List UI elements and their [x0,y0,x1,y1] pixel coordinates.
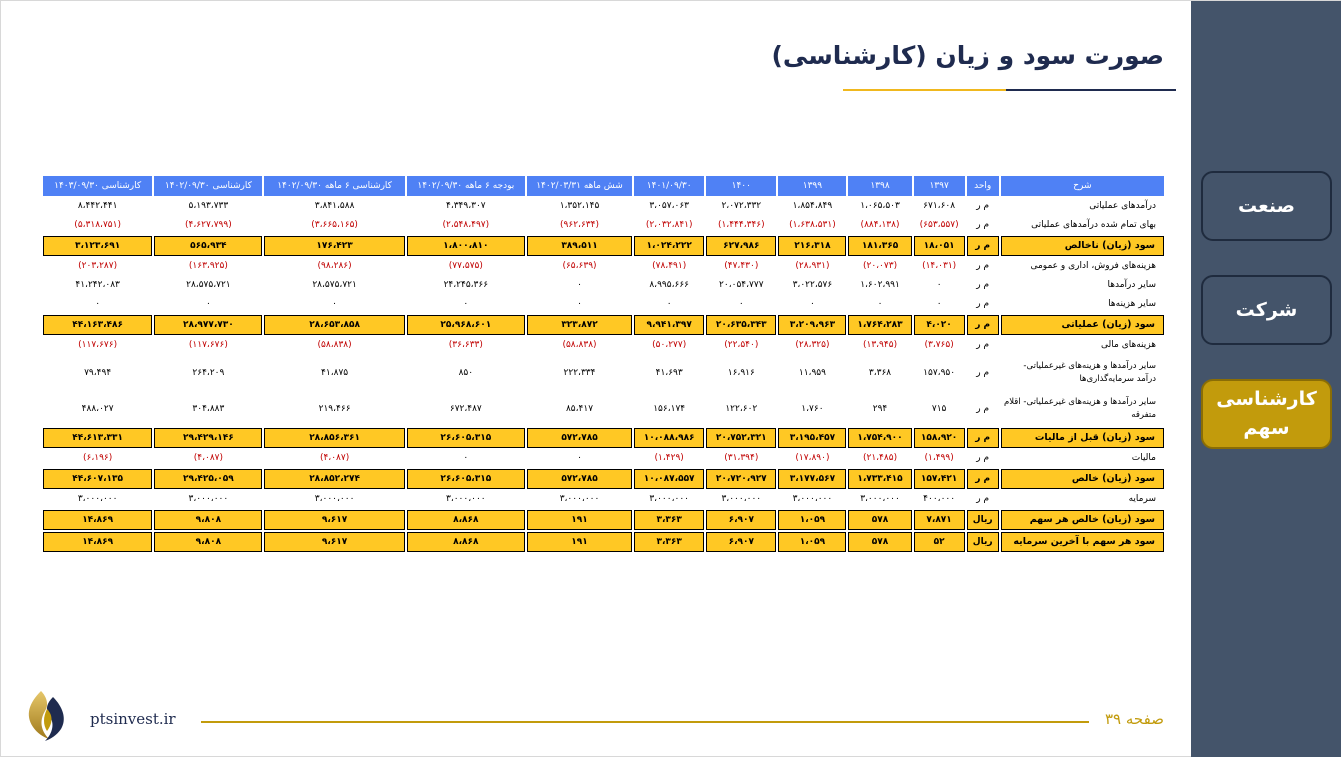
table-cell: ۷۱۵ [931,403,947,414]
col-header-six-month-1402-03-31: شش ماهه ۱۴۰۲/۰۳/۳۱ [527,176,632,196]
row-label: سود (زیان) قبل از مالیات [1001,428,1164,448]
col-header-1399: ۱۳۹۹ [778,176,846,196]
table-cell: (۹۸،۲۸۶) [317,261,352,271]
table-cell: ۳،۰۰۰،۰۰۰ [314,494,355,504]
table-cell: ۷۹،۴۹۴ [84,367,112,378]
row-unit: م ر [976,299,990,309]
table-cell: ۳۰۴،۸۸۳ [192,403,225,414]
table-row [43,236,1164,256]
table-cell: ۷،۸۷۱ [914,510,965,530]
table-cell: ۴۰۰،۰۰۰ [923,494,956,504]
row-label: سود (زیان) ناخالص [1001,236,1164,256]
table-cell: (۵۸،۸۳۸) [317,340,352,350]
table-cell: ۹،۸۰۸ [154,532,262,552]
table-cell: (۵۸،۸۳۸) [562,340,597,350]
table-cell: ۱،۷۶۴،۲۸۳ [848,315,911,335]
table-cell: ۰ [463,453,469,463]
table-cell: ۳۸۹،۵۱۱ [527,236,632,256]
table-cell: ۰ [332,299,338,309]
table-cell: ۲۲۲،۳۳۴ [563,367,596,378]
table-cell: ۲۵،۹۶۸،۶۰۱ [407,315,525,335]
table-cell: ۱۵۸،۹۲۰ [914,428,965,448]
table-cell: ۴۸۸،۰۲۷ [81,403,114,414]
table-cell: ۲۸،۵۷۵،۷۲۱ [312,280,357,290]
row-unit: م ر [976,453,990,463]
table-cell: ۵۲ [914,532,965,552]
table-header-row [43,176,1164,196]
col-header-expert-1403-09-30: کارشناسی ۱۴۰۳/۰۹/۳۰ [43,176,152,196]
table-cell: ۶۲۷،۹۸۶ [706,236,776,256]
table-cell: (۱۱۷،۶۷۶) [188,340,228,350]
table-cell: ۳،۰۰۰،۰۰۰ [860,494,900,504]
row-unit: م ر [967,469,999,489]
col-header-1400: ۱۴۰۰ [706,176,776,196]
table-cell: ۲۱۹،۴۶۶ [318,403,351,414]
table-cell: ۲۸،۹۷۷،۷۳۰ [154,315,262,335]
table-cell: (۶،۱۹۶) [83,453,113,463]
table-cell: ۰ [666,299,672,309]
table-cell: ۲۰،۰۵۴،۷۷۷ [719,280,764,290]
table-cell: ۱،۰۵۹ [778,510,846,530]
table-cell: ۵،۱۹۳،۷۳۳ [188,201,229,211]
row-unit: م ر [976,340,990,350]
table-row [43,450,1164,467]
table-cell: ۳،۳۶۳ [634,532,704,552]
table-cell: (۱،۴۲۹) [654,453,684,463]
table-cell: ۳،۰۰۰،۰۰۰ [445,494,486,504]
table-cell: ۳،۰۰۰،۰۰۰ [559,494,600,504]
table-cell: ۹،۸۰۸ [154,510,262,530]
row-label: سایر درآمدها و هزینه‌های غیرعملیاتی- اقلام متفرقه [1003,397,1156,420]
table-cell: ۱،۸۵۴،۸۴۹ [792,201,833,211]
nav-company-label: شرکت [1235,298,1298,321]
table-cell: ۶۷۲،۴۸۷ [449,403,482,414]
row-label: بهای تمام شده درآمدهای عملیاتی [1031,220,1156,230]
table-cell: ۱،۸۰۰،۸۱۰ [407,236,525,256]
col-header-unit: واحد [967,176,999,196]
nav-company-button[interactable] [1201,275,1332,345]
table-cell: (۲،۰۳۲،۸۴۱) [645,220,693,230]
row-label: سود (زیان) خالص [1001,469,1164,489]
table-cell: ۱۸۱،۳۶۵ [848,236,911,256]
table-cell: ۵۷۲،۷۸۵ [527,469,632,489]
row-unit: م ر [976,261,990,271]
table-cell: ۲۱۶،۳۱۸ [778,236,846,256]
table-cell: ۰ [577,280,582,290]
table-row [43,356,1164,390]
table-cell: (۸۸۴،۱۳۸) [860,220,900,230]
table-cell: ۴۴،۶۰۷،۱۳۵ [43,469,152,489]
table-cell: ۰ [577,299,582,309]
table-cell: ۶،۹۰۷ [706,510,776,530]
table-cell: ۳،۰۵۷،۰۶۳ [649,201,689,211]
row-unit: ریال [967,510,999,530]
table-cell: ۴۱،۸۷۵ [321,367,349,378]
table-cell: ۳۲۳،۸۷۲ [527,315,632,335]
table-cell: ۰ [577,453,582,463]
table-row [43,315,1164,335]
table-cell: (۶۵۳،۵۵۷) [919,220,959,230]
row-label: سایر هزینه‌ها [1108,299,1156,309]
table-cell: ۳،۰۰۰،۰۰۰ [721,494,762,504]
table-row [43,532,1164,552]
table-cell: ۴،۳۴۹،۳۰۷ [445,201,486,211]
table-cell: ۳،۰۰۰،۰۰۰ [649,494,689,504]
table-cell: (۱،۶۳۸،۵۳۱) [789,220,836,230]
table-cell: (۴،۶۲۷،۷۹۹) [185,220,232,230]
table-cell: ۱۱،۹۵۹ [798,367,826,378]
table-cell: (۲۸،۳۲۵) [795,340,830,350]
table-cell: ۱۲۲،۶۰۲ [725,403,758,414]
table-cell: ۲۴،۲۴۵،۳۶۶ [443,280,489,290]
nav-stock-analysis-label-line1: کارشناسی [1216,388,1317,410]
col-header-1398: ۱۳۹۸ [848,176,911,196]
table-cell: (۱۳،۹۴۵) [862,340,898,350]
table-cell: ۲۹۴ [872,403,888,414]
table-cell: ۵۷۲،۷۸۵ [527,428,632,448]
table-cell: (۷۸،۴۹۱) [652,261,687,271]
table-cell: ۳،۳۶۸ [868,367,892,378]
table-cell: ۸،۴۴۲،۴۴۱ [77,201,118,211]
table-row [43,510,1164,530]
table-cell: ۶۷۱،۶۰۸ [923,201,956,211]
table-cell: ۲،۰۷۲،۳۳۲ [721,201,762,211]
table-cell: ۲۸،۸۵۲،۲۷۴ [264,469,404,489]
row-unit: م ر [976,280,990,290]
row-unit: م ر [967,236,999,256]
table-cell: (۲۰۳،۲۸۷) [78,261,118,271]
nav-stock-analysis-button[interactable] [1201,379,1332,449]
table-cell: ۹،۹۴۱،۳۹۷ [634,315,704,335]
table-cell: ۱۵۷،۴۲۱ [914,469,965,489]
table-cell: ۱،۰۶۵،۵۰۳ [860,201,900,211]
table-cell: ۱۵۶،۱۷۴ [653,403,686,414]
table-cell: ۱،۷۳۳،۴۱۵ [848,469,911,489]
table-cell: ۲۶،۶۰۵،۳۱۵ [407,469,525,489]
table-cell: ۰ [809,299,815,309]
table-cell: ۰ [877,299,883,309]
table-cell: ۱۸،۰۵۱ [914,236,965,256]
table-cell: ۲۶۴،۲۰۹ [192,367,225,378]
table-cell: ۱۵۷،۹۵۰ [923,367,956,378]
table-cell: ۱،۶۰۲،۹۹۱ [860,280,900,290]
table-cell: ۲۸،۶۵۳،۸۵۸ [264,315,404,335]
table-cell: ۱۴،۸۶۹ [43,510,152,530]
table-cell: ۱۷۶،۴۲۳ [264,236,404,256]
table-cell: ۰ [936,299,942,309]
table-cell: ۳،۱۲۳،۶۹۱ [43,236,152,256]
table-cell: ۱۴،۸۶۹ [43,532,152,552]
table-cell: ۱،۷۶۰ [801,403,824,414]
footer-divider [201,721,1089,723]
table-cell: (۵،۳۱۸،۷۵۱) [74,220,121,230]
table-row [43,198,1164,215]
table-cell: ۸،۹۹۵،۶۶۶ [649,280,689,290]
table-cell: ۵۷۸ [848,510,911,530]
table-cell: ۱۶،۹۱۶ [727,367,755,378]
row-label: سود (زیان) خالص هر سهم [1001,510,1164,530]
title-underline-primary [1006,89,1176,91]
table-cell: (۲۰،۰۷۳) [862,261,898,271]
table-cell: ۲۰،۷۵۲،۳۲۱ [706,428,776,448]
table-cell: ۳،۲۰۹،۹۶۳ [778,315,846,335]
table-cell: (۱۴،۰۳۱) [922,261,957,271]
table-cell: ۲۰،۶۳۵،۳۴۳ [706,315,776,335]
col-header-expert-1402-09-30: کارشناسی ۱۴۰۲/۰۹/۳۰ [154,176,262,196]
table-cell: (۳،۶۶۵،۱۶۵) [311,220,358,230]
table-cell: ۱۹۱ [527,532,632,552]
table-cell: ۱،۰۵۹ [778,532,846,552]
table-cell: (۷۷،۵۷۵) [448,261,483,271]
table-cell: ۲۶،۶۰۵،۳۱۵ [407,428,525,448]
table-cell: (۱،۴۹۹) [924,453,954,463]
table-cell: ۴۴،۶۱۳،۳۳۱ [43,428,152,448]
table-cell: ۳،۱۷۷،۵۶۷ [778,469,846,489]
table-cell: (۲۲،۵۴۰) [724,340,759,350]
table-cell: ۸۵۰ [458,367,474,378]
row-unit: م ر [967,428,999,448]
table-cell: ۲۹،۴۲۵،۰۵۹ [154,469,262,489]
col-header-description: شرح [1001,176,1164,196]
row-label: سایر درآمدها و هزینه‌های غیرعملیاتی- درآمد سرمایه‌گذاری‌ها [1023,361,1156,384]
table-cell: (۴،۰۸۷) [193,453,224,463]
table-cell: ۰ [738,299,744,309]
row-unit: م ر [976,367,990,378]
table-cell: (۱۱۷،۶۷۶) [78,340,118,350]
table-cell: (۲۸،۹۳۱) [795,261,830,271]
table-row [43,491,1164,508]
table-cell: ۰ [205,299,211,309]
table-cell: ۴۱،۶۹۳ [655,367,683,378]
row-label: سود (زیان) عملیاتی [1001,315,1164,335]
col-header-1401-09-30: ۱۴۰۱/۰۹/۳۰ [634,176,704,196]
side-panel [1191,1,1341,757]
table-cell: ۹،۶۱۷ [264,510,404,530]
table-cell: ۲۰،۷۲۰،۹۲۷ [706,469,776,489]
table-cell: (۴۷،۴۳۰) [724,261,759,271]
table-cell: ۱،۷۵۴،۹۰۰ [848,428,911,448]
table-cell: ۳،۳۶۳ [634,510,704,530]
table-cell: ۴،۰۲۰ [914,315,965,335]
table-cell: ۵۶۵،۹۳۴ [154,236,262,256]
table-cell: ۵۷۸ [848,532,911,552]
income-statement-table [41,174,1166,554]
row-unit: م ر [976,201,990,211]
table-cell: ۶،۹۰۷ [706,532,776,552]
row-label: سرمایه [1128,494,1156,504]
row-unit: م ر [976,220,990,230]
row-unit: م ر [967,315,999,335]
table-cell: ۱۰،۰۸۷،۵۵۷ [634,469,704,489]
table-cell: ۰ [463,299,469,309]
table-cell: ۱،۰۲۴،۲۲۲ [634,236,704,256]
table-cell: ۰ [936,280,942,290]
nav-industry-button[interactable] [1201,171,1332,241]
table-cell: ۹،۶۱۷ [264,532,404,552]
table-cell: ۱،۳۵۲،۱۴۵ [559,201,600,211]
table-cell: (۵۰،۲۷۷) [652,340,687,350]
table-cell: ۳،۸۴۱،۵۸۸ [314,201,355,211]
row-label: مالیات [1131,453,1156,463]
table-cell: ۲۹،۴۲۹،۱۴۶ [154,428,262,448]
table-cell: (۳۱،۳۹۴) [724,453,759,463]
table-cell: (۴،۰۸۷) [319,453,350,463]
company-logo-icon [19,687,77,745]
table-cell: ۳،۰۰۰،۰۰۰ [77,494,118,504]
table-row [43,277,1164,294]
row-label: سود هر سهم با آخرین سرمایه [1001,532,1164,552]
table-cell: ۳،۰۲۲،۵۷۶ [792,280,833,290]
table-cell: ۴۱،۲۴۲،۰۸۳ [75,280,120,290]
table-cell: (۹۶۲،۶۳۴) [560,220,599,230]
table-cell: ۸۵،۴۱۷ [565,403,594,414]
website-url[interactable]: ptsinvest.ir [90,710,176,728]
table-cell: (۳،۷۶۵) [924,340,954,350]
row-label: سایر درآمدها [1107,280,1156,290]
table-cell: (۱،۴۴۴،۳۴۶) [717,220,765,230]
row-unit: ریال [967,532,999,552]
table-cell: ۸،۸۶۸ [407,532,525,552]
col-header-expert-six-month-1402-09-30: کارشناسی ۶ ماهه ۱۴۰۲/۰۹/۳۰ [264,176,404,196]
table-cell: ۱۹۱ [527,510,632,530]
row-label: هزینه‌های مالی [1101,340,1156,350]
table-row [43,428,1164,448]
col-header-1397: ۱۳۹۷ [914,176,965,196]
table-row [43,337,1164,354]
table-cell: ۸،۸۶۸ [407,510,525,530]
table-cell: (۶۵،۶۳۹) [562,261,597,271]
table-cell: ۳،۰۰۰،۰۰۰ [188,494,229,504]
table-cell: ۱۰،۰۸۸،۹۸۶ [634,428,704,448]
table-row [43,469,1164,489]
table-row [43,258,1164,275]
table-cell: (۲۱،۴۸۵) [862,453,898,463]
row-unit: م ر [976,494,990,504]
table-row [43,296,1164,313]
col-header-budget-six-month-1402-09-30: بودجه ۶ ماهه ۱۴۰۲/۰۹/۳۰ [407,176,525,196]
row-label: هزینه‌های فروش، اداری و عمومی [1030,261,1156,271]
page-title: صورت سود و زیان (کارشناسی) [771,41,1164,70]
page-number: صفحه ۳۹ [1105,710,1164,728]
nav-stock-analysis-label-line2: سهم [1243,417,1290,439]
nav-industry-label: صنعت [1238,194,1295,217]
table-cell: (۳۶،۶۳۳) [448,340,483,350]
table-cell: ۰ [95,299,101,309]
table-row [43,217,1164,234]
table-cell: (۱۶۳،۹۲۵) [188,261,228,271]
table-cell: ۲۸،۸۵۶،۳۶۱ [264,428,404,448]
row-label: درآمدهای عملیاتی [1089,201,1156,211]
title-underline-accent [843,89,1006,91]
table-cell: ۳،۱۹۵،۴۵۷ [778,428,846,448]
table-cell: (۱۷،۸۹۰) [795,453,830,463]
table-cell: ۴۴،۱۶۳،۴۸۶ [43,315,152,335]
table-row [43,392,1164,426]
table-cell: (۲،۵۴۸،۴۹۷) [442,220,490,230]
table-cell: ۳،۰۰۰،۰۰۰ [792,494,833,504]
table-cell: ۲۸،۵۷۵،۷۲۱ [186,280,231,290]
row-unit: م ر [976,403,990,414]
